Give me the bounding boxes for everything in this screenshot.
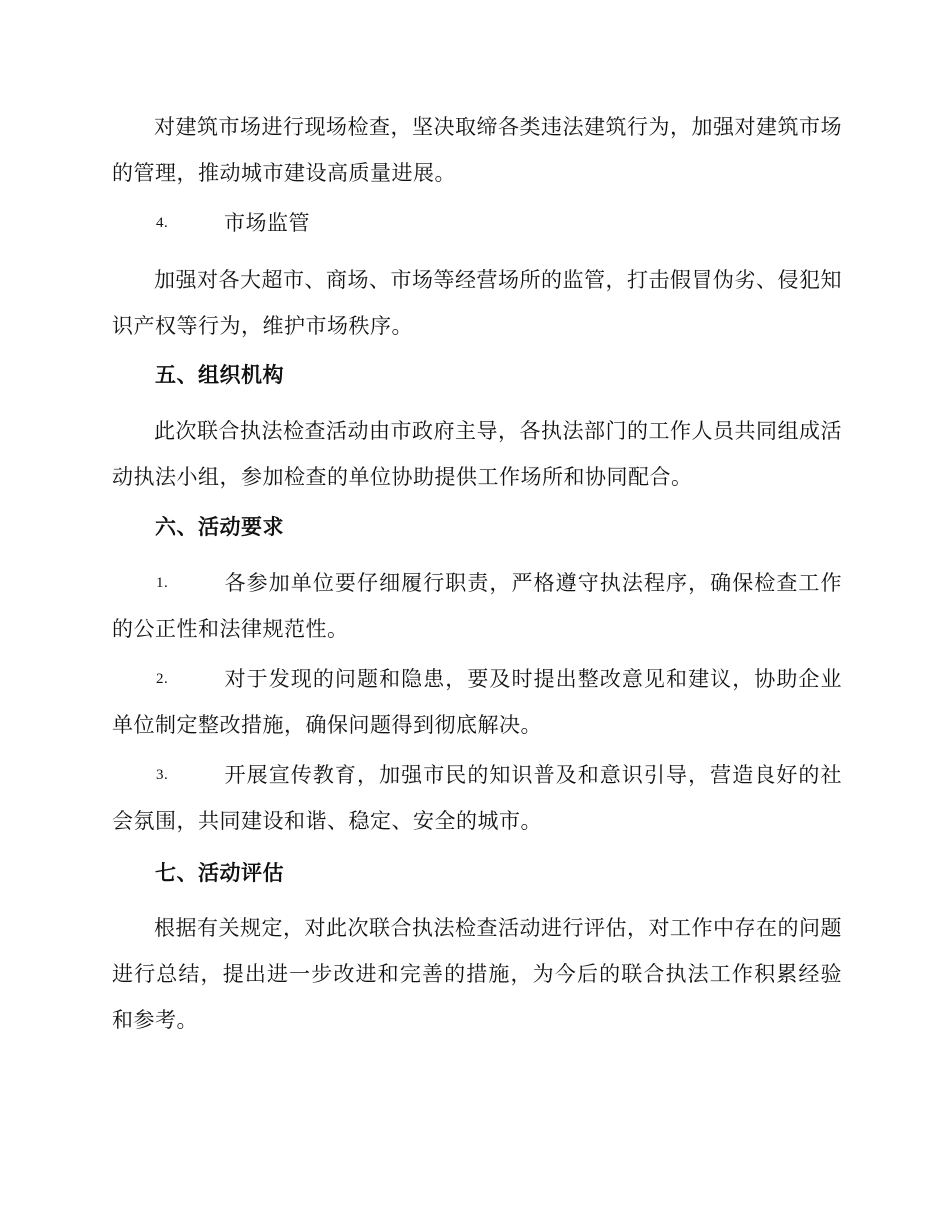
list-item-requirement-3 [112, 752, 842, 844]
list-item-text: 各参加单位要仔细履行职责，严格遵守执法程序，确保检查工作的公正性和法律规范性。 [112, 571, 842, 641]
list-item-text: 对于发现的问题和隐患，要及时提出整改意见和建议，协助企业单位制定整改措施，确保问题得到彻底解决。 [112, 667, 842, 737]
list-number: 2. [156, 671, 169, 687]
paragraph-market-supervision: 加强对各大超市、商场、市场等经营场所的监管，打击假冒伪劣、侵犯知识产权等行为，维护市场秩序。 [112, 268, 842, 338]
list-number: 3. [156, 767, 169, 783]
list-number: 1. [156, 575, 169, 591]
section-heading-requirements: 六、活动要求 [155, 514, 284, 539]
list-number: 4. [156, 215, 169, 231]
paragraph-building-market: 对建筑市场进行现场检查，坚决取缔各类违法建筑行为，加强对建筑市场的管理，推动城市建设高质量进展。 [112, 115, 842, 185]
list-item-text: 开展宣传教育，加强市民的知识普及和意识引导，营造良好的社会氛围，共同建设和谐、稳定、安全的城市。 [112, 763, 842, 833]
list-item-text: 市场监管 [224, 211, 310, 235]
section-heading-evaluation: 七、活动评估 [155, 860, 284, 885]
list-item-requirement-1 [112, 560, 842, 652]
paragraph-organization: 此次联合执法检查活动由市政府主导，各执法部门的工作人员共同组成活动执法小组，参加检查的单位协助提供工作场所和协同配合。 [112, 419, 842, 489]
list-item-market-supervision [112, 200, 842, 246]
section-heading-organization: 五、组织机构 [155, 362, 284, 387]
paragraph-evaluation: 根据有关规定，对此次联合执法检查活动进行评估，对工作中存在的问题进行总结，提出进一步改进和完善的措施，为今后的联合执法工作积累经验和参考。 [112, 916, 842, 1032]
list-item-requirement-2 [112, 656, 842, 748]
